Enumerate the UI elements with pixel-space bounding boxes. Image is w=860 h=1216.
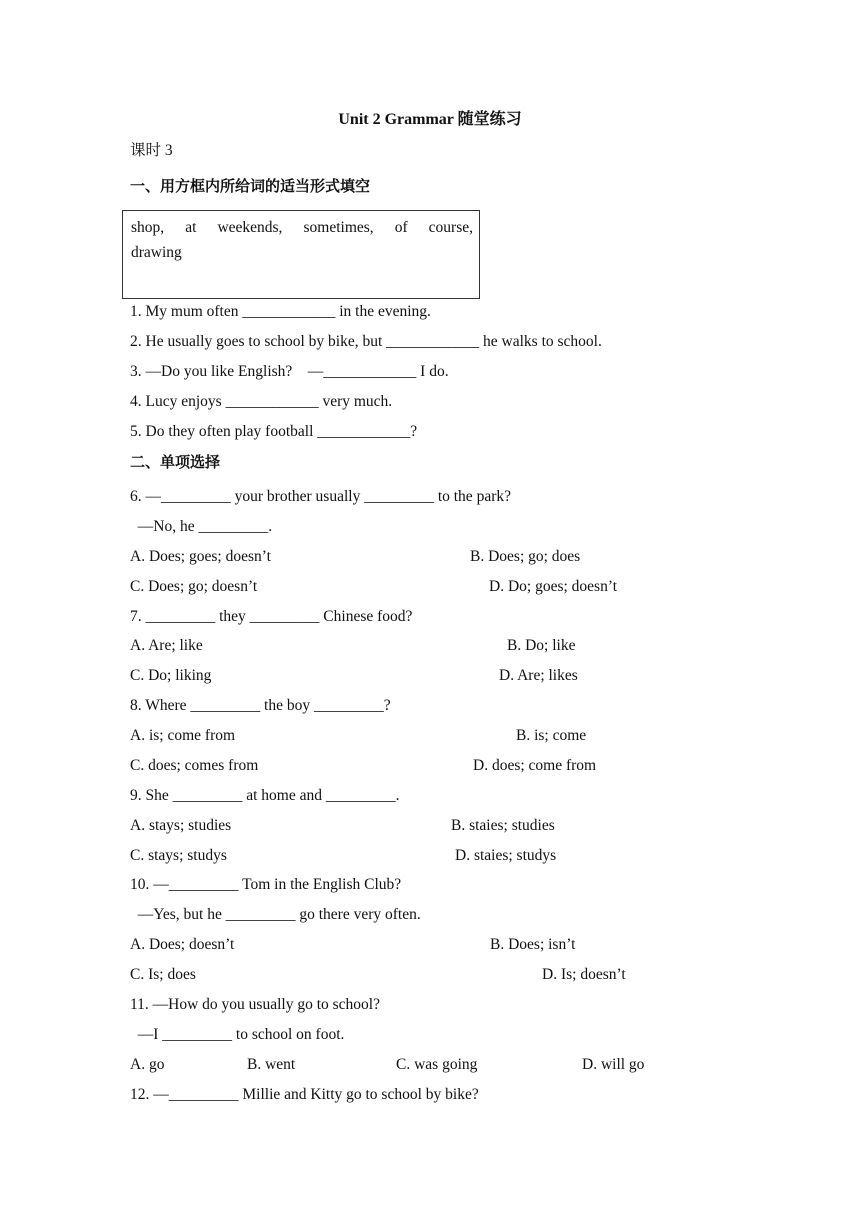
question-6-option-d: D. Do; goes; doesn’t: [489, 578, 618, 595]
word-box-line1: shop, at weekends, sometimes, of course,: [131, 219, 473, 236]
question-9-stem: 9. She _________ at home and _________.: [130, 787, 400, 804]
question-5: 5. Do they often play football ____________?: [130, 423, 418, 440]
question-8-option-d: D. does; come from: [473, 757, 597, 774]
question-10-option-a: A. Does; doesn’t: [130, 936, 235, 953]
question-1: 1. My mum often ____________ in the evening.: [130, 303, 431, 320]
question-11-option-d: D. will go: [582, 1056, 645, 1073]
question-7-stem: 7. _________ they _________ Chinese food?: [130, 608, 413, 625]
question-7-option-b: B. Do; like: [507, 637, 576, 654]
lesson-label: 课时 3: [130, 142, 173, 159]
question-10-reply: —Yes, but he _________ go there very often.: [130, 906, 421, 923]
section1-heading: 一、用方框内所给词的适当形式填空: [130, 177, 371, 195]
question-11-reply: —I _________ to school on foot.: [130, 1026, 345, 1043]
question-10-option-d: D. Is; doesn’t: [542, 966, 626, 983]
question-9-option-a: A. stays; studies: [130, 817, 232, 834]
word-box: [122, 210, 480, 299]
question-8-stem: 8. Where _________ the boy _________?: [130, 697, 391, 714]
question-6-option-b: B. Does; go; does: [470, 548, 581, 565]
question-4: 4. Lucy enjoys ____________ very much.: [130, 393, 393, 410]
question-7-option-a: A. Are; like: [130, 637, 203, 654]
question-8-option-b: B. is; come: [516, 727, 587, 744]
section2-heading: 二、单项选择: [130, 453, 221, 471]
question-10-stem: 10. —_________ Tom in the English Club?: [130, 876, 402, 893]
question-6-option-c: C. Does; go; doesn’t: [130, 578, 258, 595]
question-8-option-a: A. is; come from: [130, 727, 236, 744]
question-6-option-a: A. Does; goes; doesn’t: [130, 548, 271, 565]
question-10-option-c: C. Is; does: [130, 966, 196, 983]
question-7-option-c: C. Do; liking: [130, 667, 212, 684]
question-3: 3. —Do you like English? —____________ I do.: [130, 363, 449, 380]
question-6-stem: 6. —_________ your brother usually _________ to the park?: [130, 488, 511, 505]
question-9-option-c: C. stays; studys: [130, 847, 227, 864]
question-11-stem: 11. —How do you usually go to school?: [130, 996, 380, 1013]
page-title: Unit 2 Grammar 随堂练习: [338, 111, 522, 128]
question-6-reply: —No, he _________.: [130, 518, 273, 535]
question-9-option-d: D. staies; studys: [455, 847, 557, 864]
question-11-option-c: C. was going: [396, 1056, 478, 1073]
question-2: 2. He usually goes to school by bike, but ____________ he walks to school.: [130, 333, 602, 350]
question-12-stem: 12. —_________ Millie and Kitty go to school by bike?: [130, 1086, 479, 1103]
word-box-line2: drawing: [131, 244, 182, 261]
question-9-option-b: B. staies; studies: [451, 817, 555, 834]
question-10-option-b: B. Does; isn’t: [490, 936, 576, 953]
question-11-option-a: A. go: [130, 1056, 165, 1073]
question-8-option-c: C. does; comes from: [130, 757, 259, 774]
question-11-option-b: B. went: [247, 1056, 296, 1073]
question-7-option-d: D. Are; likes: [499, 667, 578, 684]
